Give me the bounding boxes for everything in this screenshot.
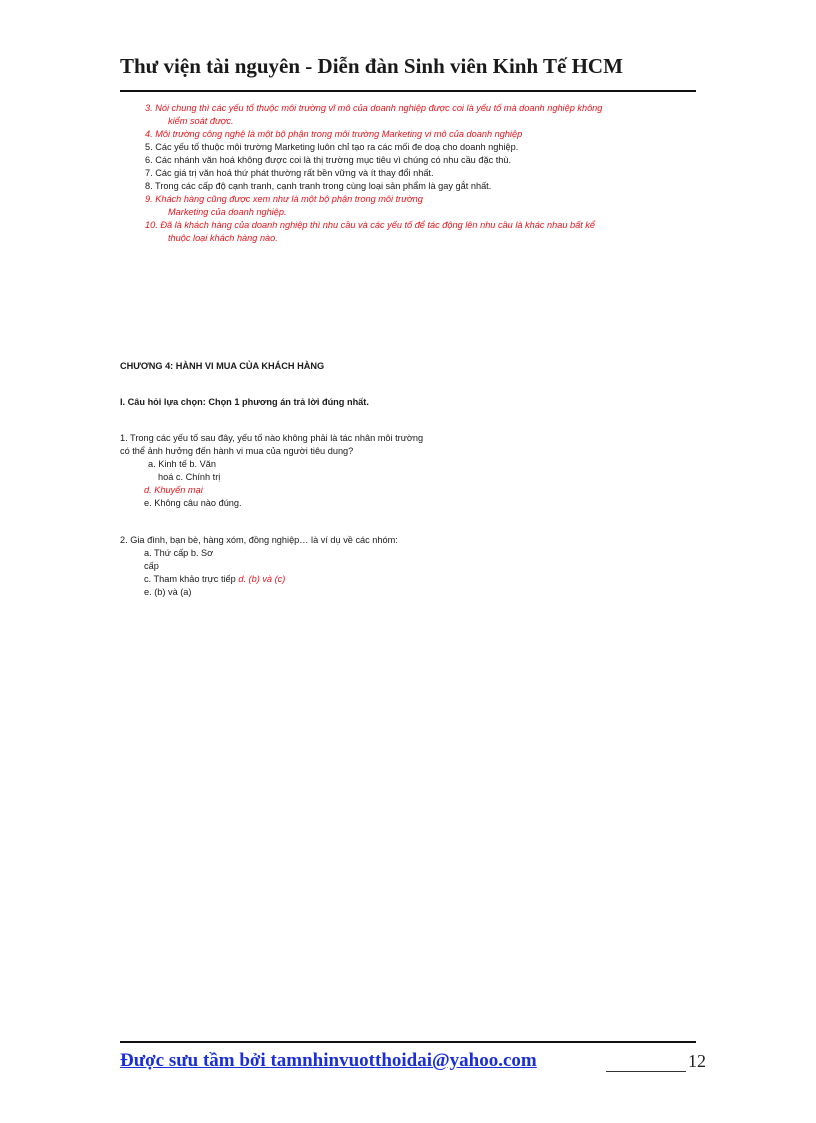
question-1-option-d: d. Khuyến mại bbox=[144, 485, 203, 495]
list-item-9-cont: Marketing của doanh nghiệp. bbox=[168, 207, 287, 217]
header-divider bbox=[120, 90, 696, 92]
question-2-text: 2. Gia đình, bạn bè, hàng xóm, đồng nghiệp… là ví dụ về các nhóm: bbox=[120, 535, 398, 545]
list-item-9: 9. Khách hàng cũng được xem như là một bộ phận trong môi trường bbox=[145, 194, 423, 204]
footer-underline-fill bbox=[606, 1071, 686, 1072]
question-2-option-c bbox=[144, 573, 285, 585]
chapter-title: CHƯƠNG 4: HÀNH VI MUA CỦA KHÁCH HÀNG bbox=[120, 361, 325, 371]
question-2-option-e: e. (b) và (a) bbox=[144, 587, 192, 597]
footer-divider bbox=[120, 1041, 696, 1043]
question-1-option-e: e. Không câu nào đúng. bbox=[144, 498, 242, 508]
page-header-title: Thư viện tài nguyên - Diễn đàn Sinh viên Kinh Tế HCM bbox=[120, 54, 623, 78]
list-item-5: 5. Các yếu tố thuộc môi trường Marketing luôn chỉ tạo ra các mối đe doạ cho doanh nghiệp. bbox=[145, 142, 519, 152]
list-item-3: 3. Nói chung thì các yếu tố thuộc môi trường vĩ mô của doanh nghiệp được coi là yếu tố mà doanh nghiệp không bbox=[145, 103, 603, 113]
question-1-text-cont: có thể ảnh hưởng đến hành vi mua của người tiêu dung? bbox=[120, 446, 354, 456]
question-2-option-b-cont: cấp bbox=[144, 561, 159, 571]
list-item-4: 4. Môi trường công nghệ là một bộ phận trong môi trường Marketing vi mô của doanh nghiệp bbox=[145, 129, 523, 139]
section-heading: I. Câu hỏi lựa chọn: Chọn 1 phương án trả lời đúng nhất. bbox=[120, 397, 369, 407]
list-item-3-cont: kiểm soát được. bbox=[168, 116, 234, 126]
question-2-option-c-label: c. Tham khảo trực tiếp bbox=[144, 574, 236, 584]
list-item-8: 8. Trong các cấp độ cạnh tranh, cạnh tranh trong cùng loại sản phẩm là gay gắt nhất. bbox=[145, 181, 492, 191]
question-2-options-ab: a. Thứ cấp b. Sơ bbox=[144, 548, 214, 558]
list-item-10-cont: thuộc loại khách hàng nào. bbox=[168, 233, 278, 243]
list-item-10: 10. Đã là khách hàng của doanh nghiệp thì nhu cầu và các yếu tố để tác động lên nhu cầu là khác nhau bất kể bbox=[145, 220, 596, 230]
question-1-options-ab: a. Kinh tế b. Văn bbox=[148, 459, 216, 469]
footer-credit-link[interactable]: Được sưu tầm bởi tamnhinvuotthoidai@yahoo.com bbox=[120, 1050, 537, 1071]
question-1-text: 1. Trong các yếu tố sau đây, yếu tố nào không phải là tác nhân môi trường bbox=[120, 433, 424, 443]
question-1-options-bc: hoá c. Chính trị bbox=[158, 472, 221, 482]
question-2-option-d: d. (b) và (c) bbox=[238, 574, 286, 584]
page-number: 12 bbox=[688, 1051, 706, 1071]
list-item-6: 6. Các nhánh văn hoá không được coi là thị trường mục tiêu vì chúng có nhu cầu đặc thù. bbox=[145, 155, 512, 165]
list-item-7: 7. Các giá trị văn hoá thứ phát thường rất bền vững và ít thay đổi nhất. bbox=[145, 168, 434, 178]
